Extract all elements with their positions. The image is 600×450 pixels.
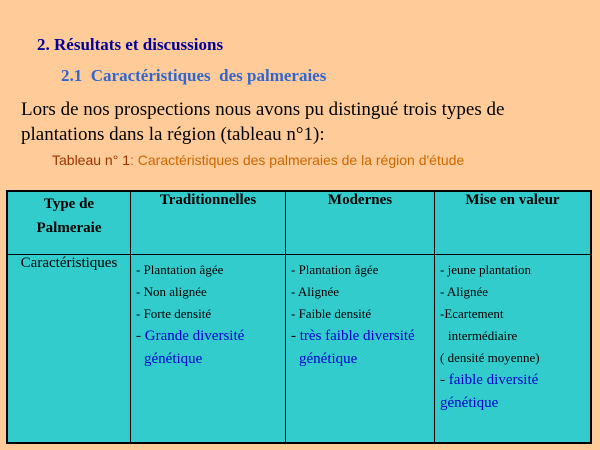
- list-item: -Ecartement: [440, 306, 504, 321]
- list-item: - Plantation âgée: [291, 262, 379, 277]
- table-row: [7, 255, 591, 444]
- caption-text: : Caractéristiques des palmeraies de la région d'étude: [130, 152, 465, 168]
- diversity-text-line2: génétique: [299, 351, 358, 367]
- header-type-line2: Palmeraie: [36, 220, 102, 236]
- table-header-row: [7, 191, 591, 255]
- cell-mise-en-valeur: [435, 255, 592, 444]
- list-item: - Faible densité: [291, 306, 372, 321]
- diversity-dash: -: [291, 328, 300, 344]
- header-modernes: Modernes: [286, 191, 435, 255]
- header-type-line1: Type de: [43, 196, 95, 212]
- diversity-dash: -: [440, 372, 449, 388]
- diversity-item: [440, 369, 586, 392]
- table-caption: [52, 152, 464, 168]
- diversity-text: faible diversité: [448, 372, 539, 388]
- row-label-caracteristiques: Caractéristiques: [7, 255, 131, 444]
- intro-paragraph: Lors de nos prospections nous avons pu distingué trois types de plantations dans la région (tableau n°1):: [21, 99, 505, 145]
- section-heading: 2. Résultats et discussions: [37, 35, 224, 54]
- header-mise-en-valeur: Mise en valeur: [435, 191, 592, 255]
- diversity-text-line2: génétique: [144, 351, 203, 367]
- list-item: - Non alignée: [136, 284, 207, 299]
- diversity-text-line2: génétique: [440, 395, 499, 411]
- diversity-item: [136, 325, 281, 348]
- cell-traditionnelles: [131, 255, 286, 444]
- diversity-text: très faible diversité: [299, 328, 415, 344]
- list-item: - Alignée: [440, 284, 489, 299]
- cell-modernes: [286, 255, 435, 444]
- list-item: - Plantation âgée: [136, 262, 224, 277]
- palmeraies-table: [6, 190, 592, 444]
- caption-label: Tableau n° 1: [52, 152, 130, 168]
- list-item: - Forte densité: [136, 306, 212, 321]
- list-item: intermédiaire: [448, 328, 518, 343]
- subsection-heading: 2.1 Caractéristiques des palmeraies: [61, 66, 327, 85]
- header-type-palmeraie: [7, 191, 131, 255]
- header-traditionnelles: Traditionnelles: [131, 191, 286, 255]
- diversity-item: [291, 325, 430, 348]
- list-item: - jeune plantation: [440, 262, 531, 277]
- diversity-text: Grande diversité: [144, 328, 245, 344]
- list-item: ( densité moyenne): [440, 350, 540, 365]
- list-item: - Alignée: [291, 284, 340, 299]
- diversity-dash: -: [136, 328, 145, 344]
